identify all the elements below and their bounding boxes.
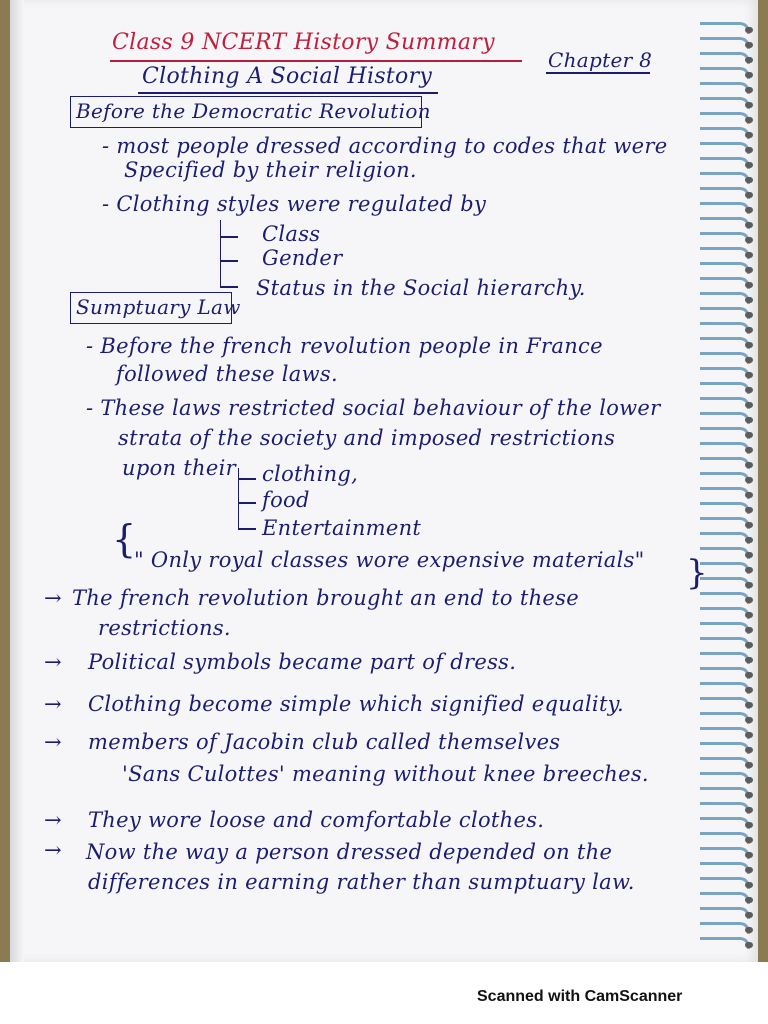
spiral-coil [700,817,750,829]
spiral-coil [700,262,750,274]
bullet-arrow-icon: → [44,838,62,862]
bullet-arrow-icon: → [44,808,62,832]
note-line: - most people dressed according to codes that were [102,134,668,158]
list-item: Class [262,222,321,246]
spiral-coil [700,202,750,214]
subtitle-underline [138,92,438,94]
arrow-icon [238,502,256,504]
spiral-coil [700,457,750,469]
spiral-coil [700,682,750,694]
spiral-coil [700,337,750,349]
point-line: Political symbols became part of dress. [88,650,517,674]
spiral-coil [700,112,750,124]
bullet-arrow-icon: → [44,692,62,716]
brace-icon: } [686,553,708,593]
spiral-coil [700,787,750,799]
chapter-subtitle: Clothing A Social History [142,64,433,89]
spiral-coil [700,802,750,814]
chapter-label: Chapter 8 [548,48,653,72]
list-item: Gender [262,246,343,270]
page-title: Class 9 NCERT History Summary [112,30,495,55]
spiral-coil [700,412,750,424]
spiral-coil [700,217,750,229]
arrow-icon [220,236,238,238]
spiral-coil [700,187,750,199]
point-line: differences in earning rather than sumptuary law. [88,870,635,894]
list-item: Entertainment [262,516,422,540]
note-line: followed these laws. [116,362,338,386]
spiral-coil [700,427,750,439]
spiral-coil [700,907,750,919]
spiral-coil [700,172,750,184]
spiral-coil [700,892,750,904]
point-line: 'Sans Culottes' meaning without knee breeches. [122,762,649,786]
note-line: - These laws restricted social behaviour of the lower [86,396,661,420]
spiral-coil [700,742,750,754]
scanner-watermark: Scanned with CamScanner [477,988,683,1005]
spiral-coil [700,667,750,679]
spiral-coil [700,757,750,769]
spiral-coil [700,22,750,34]
chapter-underline [546,72,650,74]
arrow-icon [220,286,238,288]
spiral-coil [700,697,750,709]
spiral-coil [700,127,750,139]
bullet-arrow-icon: → [44,650,62,674]
list-item: Status in the Social hierarchy. [256,276,586,300]
point-line: Now the way a person dressed depended on the [86,840,613,864]
note-line: Specified by their religion. [124,158,417,182]
spiral-coil [700,472,750,484]
spiral-coil [700,922,750,934]
note-line: - Clothing styles were regulated by [102,192,487,216]
point-line: The french revolution brought an end to these [72,586,579,610]
tree-connector [220,220,221,286]
spiral-coil [700,772,750,784]
quote-line: " Only royal classes wore expensive materials" [134,548,645,572]
spiral-coil [700,517,750,529]
list-item: clothing, [262,462,359,486]
point-line: restrictions. [98,616,231,640]
spiral-coil [700,307,750,319]
bullet-arrow-icon: → [44,730,62,754]
spiral-coil [700,142,750,154]
spiral-coil [700,877,750,889]
bullet-arrow-icon: → [44,586,62,610]
spiral-coil [700,832,750,844]
spiral-coil [700,532,750,544]
spiral-coil [700,367,750,379]
spiral-coil [700,652,750,664]
page-edge [10,0,24,962]
brace-icon: { [112,517,137,561]
spiral-binding [700,22,758,952]
note-line: - Before the french revolution people in France [86,334,603,358]
spiral-coil [700,607,750,619]
spiral-coil [700,277,750,289]
spiral-coil [700,97,750,109]
spiral-coil [700,727,750,739]
spiral-coil [700,322,750,334]
spiral-coil [700,37,750,49]
spiral-coil [700,382,750,394]
arrow-icon [238,478,256,480]
spiral-coil [700,502,750,514]
spiral-coil [700,247,750,259]
spiral-coil [700,232,750,244]
arrow-icon [238,528,256,530]
spiral-coil [700,82,750,94]
spiral-coil [700,487,750,499]
section-heading-sumptuary-law: Sumptuary Law [76,295,241,319]
point-line: They wore loose and comfortable clothes. [88,808,545,832]
spiral-coil [700,157,750,169]
title-underline [110,60,522,62]
section-heading-before-revolution: Before the Democratic Revolution [76,99,431,123]
list-item: food [262,488,310,512]
spiral-coil [700,937,750,949]
spiral-coil [700,847,750,859]
spiral-coil [700,397,750,409]
spiral-coil [700,712,750,724]
note-line: upon their [122,456,236,480]
note-line: strata of the society and imposed restrictions [118,426,616,450]
spiral-coil [700,622,750,634]
spiral-coil [700,592,750,604]
spiral-coil [700,352,750,364]
spiral-coil [700,292,750,304]
spiral-coil [700,862,750,874]
point-line: members of Jacobin club called themselves [88,730,561,754]
spiral-coil [700,52,750,64]
spiral-coil [700,637,750,649]
spiral-coil [700,67,750,79]
arrow-icon [220,260,238,262]
spiral-coil [700,442,750,454]
point-line: Clothing become simple which signified equality. [88,692,625,716]
